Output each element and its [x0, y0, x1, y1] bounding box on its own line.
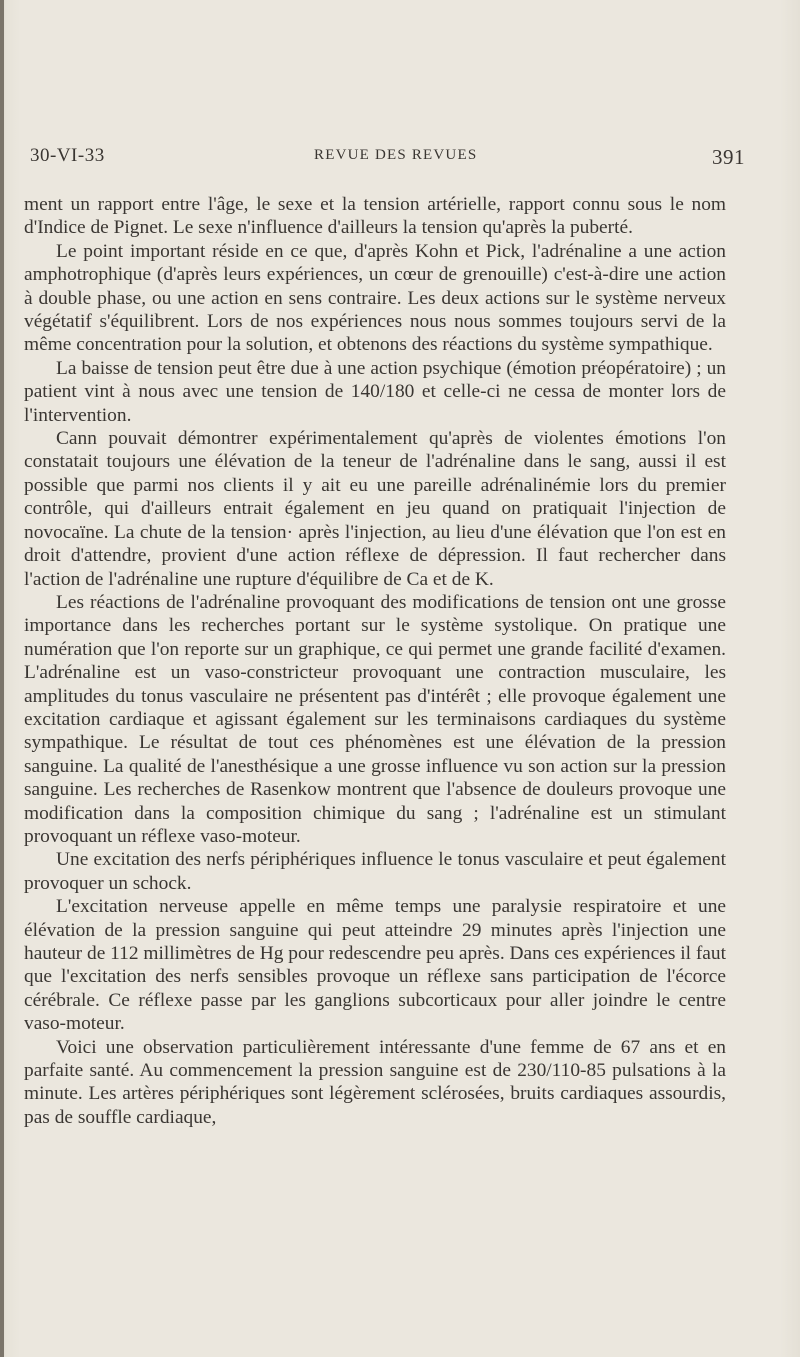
paragraph: ment un rapport entre l'âge, le sexe et la tension artérielle, rapport connu sous le nom d'Indice de Pignet. Le sexe n'influence d'ailleurs la tension qu'après la puberté.: [24, 194, 726, 239]
page-number: 391: [712, 145, 745, 169]
paragraph: Le point important réside en ce que, d'après Kohn et Pick, l'adrénaline a une action amphotrophique (d'après leurs expériences, un cœur de grenouille) c'est-à-dire une action à double phase, ou une action en sens contraire. Les deux actions sur le système nerveux végétatif s'équilibrent. Lors de nos expériences nous nous sommes toujours servi de la même concentration pour la solution, et obtenons des réactions du système sympathique.: [24, 240, 726, 356]
body-text: [24, 193, 726, 1129]
paragraph: Voici une observation particulièrement intéressante d'une femme de 67 ans et en parfaite santé. Au commencement la pression sanguine est de 230/110-85 pulsations à la minute. Les artères périphériques sont légèrement sclérosées, bruits cardiaques assourdis, pas de souffle cardiaque,: [24, 1036, 726, 1128]
paragraph: Les réactions de l'adrénaline provoquant des modifications de tension ont une grosse importance dans les recherches portant sur le système systolique. On pratique une numération que l'on reporte sur un graphique, ce qui permet une grande facilité d'examen. L'adrénaline est un vaso-constricteur provoquant une contraction musculaire, les amplitudes du tonus vasculaire ne présentent pas d'intérêt ; elle provoque également une excitation cardiaque et agissant également sur les terminaisons cardiaques du système sympathique. Le résultat de tout ces phénomènes est une élévation de la pression sanguine. La qualité de l'anesthésique a une grosse influence vu son action sur la pression sanguine. Les recherches de Rasenkow montrent que l'absence de douleurs provoque une modification dans la composition chimique du sang ; l'adrénaline est un stimulant provoquant un réflexe vaso-moteur.: [24, 591, 726, 847]
paragraph: Cann pouvait démontrer expérimentalement qu'après de violentes émotions l'on constatait toujours une élévation de la teneur de l'adrénaline dans le sang, aussi il est possible que parmi nos clients il y ait eu une pareille adrénalinémie lors du premier contrôle, qui d'ailleurs entrait également en jeu quand on pratiquait l'injection de novocaïne. La chute de la tension· après l'injection, au lieu d'une élévation que l'on est en droit d'attendre, provient d'une action réflexe de dépression. Il faut rechercher dans l'action de l'adrénaline une rupture d'équilibre de Ca et de K.: [24, 428, 726, 590]
header-title: REVUE DES REVUES: [314, 147, 478, 163]
running-header: [30, 145, 745, 169]
paragraph: Une excitation des nerfs périphériques influence le tonus vasculaire et peut également provoquer un schock.: [24, 849, 726, 894]
paragraph: L'excitation nerveuse appelle en même temps une paralysie respiratoire et une élévation de la pression sanguine qui peut atteindre 29 minutes après l'injection une hauteur de 112 millimètres de Hg pour redescendre peu après. Dans ces expériences il faut que l'excitation des nerfs sensibles provoque un réflexe sans participation de l'écorce cérébrale. Ce réflexe passe par les ganglions subcorticaux pour aller joindre le centre vaso-moteur.: [24, 896, 726, 1035]
page-edge-shadow: [0, 0, 4, 1357]
paragraph: La baisse de tension peut être due à une action psychique (émotion préopératoire) ; un patient vint à nous avec une tension de 140/180 et celle-ci ne cessa de monter lors de l'intervention.: [24, 357, 726, 426]
header-date: 30-VI-33: [30, 145, 105, 166]
